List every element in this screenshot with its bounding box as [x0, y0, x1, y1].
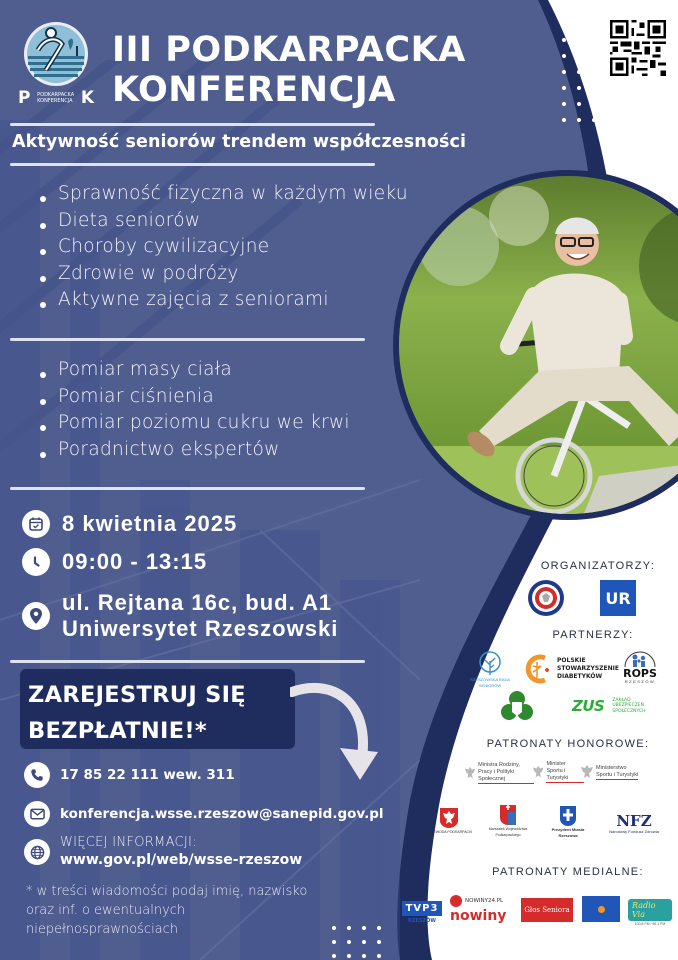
- nfz-label: NFZ: [616, 812, 652, 830]
- partner-logo-zus: [572, 694, 644, 718]
- address-line-2: Uniwersytet Rzeszowski: [62, 616, 339, 641]
- organizer-logo-ur: [600, 580, 636, 616]
- logo-text-line1: PODKARPACKA: [37, 92, 75, 98]
- decorative-dots: [332, 926, 381, 958]
- address-line-1: ul. Rejtana 16c, bud. A1: [62, 590, 333, 615]
- radio-via-label: Radio Via: [628, 899, 672, 921]
- curved-arrow-icon: [290, 680, 380, 790]
- decorative-dots: [562, 38, 596, 122]
- media-logo-polskie-radio: [582, 896, 620, 922]
- phone-number[interactable]: 17 85 22 111 wew. 311: [60, 767, 235, 783]
- honorary-title: PATRONATY HONOROWE:: [486, 738, 650, 750]
- topic-item: Zdrowie w podróży: [38, 261, 408, 288]
- caduceus-icon: [523, 654, 551, 684]
- honorary-logo-marszalek: [486, 802, 530, 840]
- divider: [10, 338, 365, 341]
- divider: [10, 163, 375, 166]
- ministry-sport-line-2: Sportu i Turystyki: [596, 771, 639, 778]
- rops-label: ROPS: [623, 667, 657, 680]
- media-logo-tvp3: [400, 895, 444, 929]
- phone-icon: [24, 762, 50, 788]
- map-pin-icon: [22, 602, 50, 630]
- topics-list: [38, 181, 408, 314]
- website-link[interactable]: www.gov.pl/web/wsse-rzeszow: [60, 852, 303, 868]
- event-date-text: 8 kwietnia 2025: [62, 511, 238, 536]
- register-callout[interactable]: [20, 669, 295, 749]
- event-date: [22, 510, 237, 538]
- ministry-family-line-1: Ministra Rodziny,: [478, 762, 520, 768]
- family-icon: [623, 650, 657, 668]
- website-contact[interactable]: [24, 835, 302, 869]
- title-line-2: KONFERENCJA: [112, 70, 396, 110]
- topic-item: Dieta seniorów: [38, 208, 408, 235]
- ministry-sport-line-1: Ministerstwo: [596, 764, 627, 771]
- service-item: Pomiar ciśnienia: [38, 384, 350, 411]
- logo-letter-k: K: [80, 88, 94, 108]
- media-logo-glos-seniora: [521, 898, 573, 922]
- partner-logo-rada-seniorow: [470, 650, 510, 690]
- media-logo-radio-via: [628, 898, 672, 926]
- email-address[interactable]: konferencja.wsse.rzeszow@sanepid.gov.pl: [60, 806, 384, 822]
- sanitary-inspection-emblem-icon: [527, 579, 565, 617]
- qr-code[interactable]: [610, 20, 666, 76]
- services-list: [38, 357, 350, 463]
- more-info-label: WIĘCEJ INFORMACJI:: [60, 835, 197, 850]
- tvp3-label: TVP3: [402, 901, 443, 916]
- honorary-logo-nfz: [604, 810, 664, 838]
- logo-letter-p: P: [18, 88, 31, 108]
- register-line-1: ZAREJESTRUJ SIĘ: [28, 682, 246, 708]
- rops-sub: RZESZÓW: [624, 679, 656, 684]
- clock-icon: [22, 548, 50, 576]
- event-time: [22, 548, 207, 576]
- ministry-family-line-2: Pracy i Polityki Społecznej: [478, 769, 514, 782]
- tvp3-sub: RZESZÓW: [408, 917, 436, 924]
- zus-line-3: SPOŁECZNYCH: [612, 708, 646, 714]
- minister-sport-line-1: Minister: [546, 761, 566, 767]
- glos-seniora-label: Głos Seniora: [524, 906, 570, 914]
- eagle-icon: [580, 764, 594, 780]
- service-item: Poradnictwo ekspertów: [38, 437, 350, 464]
- partner-logo-rops: [620, 650, 660, 684]
- logo-caption: [18, 88, 94, 108]
- page-title: [112, 30, 466, 110]
- media-logo-nowiny: [450, 890, 512, 930]
- nowiny-label: nowiny: [450, 908, 507, 924]
- subtitle: Aktywność seniorów trendem współczesności: [12, 132, 467, 152]
- eagle-icon: [464, 765, 476, 781]
- psd-line-2: STOWARZYSZENIE: [557, 665, 619, 672]
- media-title: PATRONATY MEDIALNE:: [492, 866, 644, 878]
- title-line-1: III PODKARPACKA: [112, 30, 466, 70]
- honorary-logo-prezydent: [546, 802, 590, 842]
- partner-caption: RZESZOWSKA RADA SENIORÓW: [470, 677, 511, 688]
- honorary-logo-wojewoda: [425, 803, 473, 839]
- phone-contact[interactable]: [24, 762, 235, 788]
- radio-circle-icon: [598, 906, 605, 913]
- ur-logo-icon: UR: [605, 588, 631, 608]
- service-item: Pomiar masy ciała: [38, 357, 350, 384]
- minister-sport-line-2: Sportu i Turystyki: [546, 768, 569, 781]
- topic-item: Sprawność fizyczna w każdym wieku: [38, 181, 408, 208]
- footnote: * w treści wiadomości podaj imię, nazwisko oraz inf. o ewentualnych niepełnosprawnościach: [26, 884, 308, 937]
- organizers-title: ORGANIZATORZY:: [540, 560, 656, 572]
- honorary-logo-minister-sport: [532, 760, 584, 784]
- tree-icon: [478, 651, 502, 677]
- topic-item: Choroby cywilizacyjne: [38, 234, 408, 261]
- partners-title: PARTNERZY:: [552, 629, 634, 641]
- voivodeship-shield-icon: [499, 804, 517, 826]
- organizer-logo-pis: [527, 579, 565, 617]
- radio-via-sub: 100,8 FM / 96,1 FM: [634, 921, 666, 926]
- trefoil-icon: [500, 690, 534, 722]
- nowiny24-label: NOWINY24.PL: [465, 898, 504, 904]
- divider: [10, 123, 375, 126]
- qr-code-icon: [610, 20, 666, 76]
- divider: [10, 660, 365, 663]
- partner-logo-green-trefoil: [500, 690, 534, 722]
- marszalek-caption: Marszałek Województwa Podkarpackiego: [488, 827, 528, 837]
- prezydent-caption: Prezydent Miasta Rzeszowa: [551, 827, 585, 838]
- register-line-2: BEZPŁATNIE!*: [28, 718, 207, 744]
- nfz-caption: Narodowy Fundusz Zdrowia: [609, 829, 659, 834]
- eagle-icon: [532, 764, 544, 780]
- zus-line-1: ZAKŁAD: [612, 697, 631, 703]
- wojewoda-caption: WOJEWODA PODKARPACKI: [425, 830, 473, 834]
- nowiny-circle-icon: [450, 895, 462, 907]
- divider: [10, 487, 365, 490]
- rzeszow-shield-icon: [559, 805, 577, 827]
- envelope-icon: [24, 801, 50, 827]
- psd-line-1: POLSKIE: [557, 657, 586, 664]
- honorary-logo-ministry-family: [464, 760, 534, 786]
- globe-icon: [24, 839, 50, 865]
- zus-label: ZUS: [572, 697, 605, 715]
- email-contact[interactable]: [24, 801, 384, 827]
- zus-line-2: UBEZPIECZEŃ: [612, 703, 645, 709]
- psd-line-3: DIABETYKÓW: [557, 673, 603, 680]
- logo-text-line2: KONFERENCJA: [37, 98, 73, 104]
- partner-logo-psd: [523, 652, 623, 686]
- topic-item: Aktywne zajęcia z seniorami: [38, 287, 408, 314]
- event-location: [22, 590, 338, 642]
- honorary-logo-ministry-sport: [580, 760, 646, 784]
- service-item: Pomiar poziomu cukru we krwi: [38, 410, 350, 437]
- event-time-text: 09:00 - 13:15: [62, 549, 208, 574]
- polish-eagle-shield-icon: [439, 807, 459, 829]
- calendar-icon: [22, 510, 50, 538]
